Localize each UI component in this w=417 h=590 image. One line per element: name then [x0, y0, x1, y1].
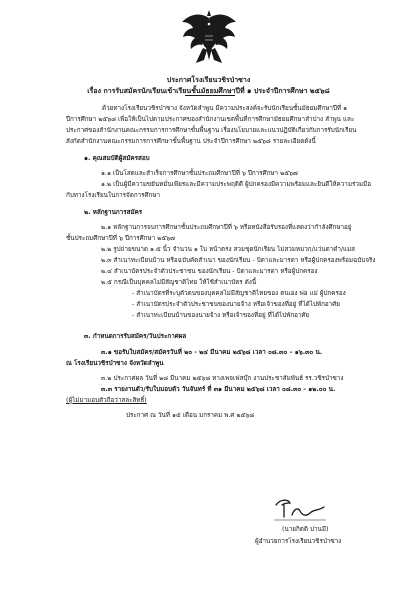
intro-line: ปีการศึกษา ๒๕๖๘ เพื่อให้เป็นไปตามประกาศของสำนักงานเขตพื้นที่การศึกษามัธยมศึกษาลำปาง ลำพูน และ — [66, 116, 355, 123]
garuda-emblem-icon — [178, 8, 240, 66]
section-1-item: ๑.๒ เป็นผู้มีความขยันหมั่นเพียรและมีความประพฤติดี ผู้ปกครองมีความพร้อมและยินดีให้ความร่วมมือ — [101, 181, 371, 188]
signature-icon — [270, 495, 330, 523]
intro-line: สังกัดสำนักงานคณะกรรมการการศึกษาขั้นพื้นฐาน ประจำปีการศึกษา ๒๕๖๘ รายละเอียดดังนี้ — [66, 138, 316, 145]
section-1-item: กับทางโรงเรียนในการจัดการศึกษา — [66, 192, 161, 199]
section-2-subitem: - สำเนาทะเบียนบ้านของนายจ้าง หรือเจ้าของที่อยู่ ที่ได้ไปพักอาศัย — [132, 312, 310, 319]
section-3-heading: ๓. กำหนดการรับสมัคร/วันประกาศผล — [84, 333, 187, 340]
section-2-item: ๒.๔ สำเนาบัตรประจำตัวประชาชน ของนักเรียน - บิดาและมารดา หรือผู้ปกครอง — [101, 268, 318, 275]
section-2-item: ชั้นประถมศึกษาปีที่ ๖ ปีการศึกษา ๒๕๖๗ — [66, 235, 175, 242]
section-2-item: ๒.๑ หลักฐานการจบการศึกษาชั้นประถมศึกษาปีที่ ๖ หรือหนังสือรับรองที่แสดงว่ากำลังศึกษาอยู่ — [101, 224, 352, 231]
section-3-item: ณ โรงเรียนวชิรป่าซาง จังหวัดลำพูน — [66, 360, 164, 367]
section-3-item: ๓.๒ ประกาศผล วันที่ ๒๘ มีนาคม ๒๕๖๘ ทางเพจเฟสบุ๊ก งานประชาสัมพันธ์ รร.วชิรป่าซาง — [101, 375, 344, 382]
section-1-heading: ๑. คุณสมบัติผู้สมัครสอบ — [84, 155, 150, 162]
title-divider — [185, 95, 235, 96]
section-3-item: ๓.๓ รายงานตัว/รับใบมอบตัว วันจันทร์ ที่ ๓๑ มีนาคม ๒๕๖๘ เวลา ๐๘.๓๐ - ๑๒.๐๐ น. — [101, 386, 336, 393]
section-2-subitem: - สำเนาบัตรประจำตัวประชาชนของนายจ้าง หรือเจ้าของที่อยู่ ที่ได้ไปพักอาศัย — [132, 301, 340, 308]
section-2-item: ๒.๓ สำเนาทะเบียนบ้าน หรือฉบับคัดสำเนา ของนักเรียน - บิดาและมารดา หรือผู้ปกครองพร้อมฉบับจริง — [101, 257, 376, 264]
section-2-item: ๒.๒ รูปถ่ายขนาด ๑.๕ นิ้ว จำนวน ๑ ใบ หน้าตรง สวมชุดนักเรียน ไม่สวมหมวก/แว่นตาดำ/แมส — [101, 246, 356, 253]
intro-line: ประกาศของสำนักงานคณะกรรมการการศึกษาขั้นพื้นฐาน เรื่องนโยบายและแนวปฏิบัติเกี่ยวกับการรับนักเรียน — [66, 127, 357, 134]
section-1-item: ๑.๑ เป็นโสดและสำเร็จการศึกษาชั้นประถมศึกษาปีที่ ๖ ปีการศึกษา ๒๕๖๗ — [101, 170, 298, 177]
announcement-date: ประกาศ ณ วันที่ ๑๕ เดือน มกราคม พ.ศ ๒๕๖๘ — [126, 412, 255, 419]
section-3-note: (ผู้ไม่มามอบตัวถือว่าสละสิทธิ์) — [66, 397, 147, 404]
announcement-title: ประกาศโรงเรียนวชิรป่าซาง — [166, 76, 251, 84]
section-3-item: ๓.๑ ขอรับใบสมัคร/สมัครวันที่ ๒๐ - ๒๔ มีนาคม ๒๕๖๘ เวลา ๐๘.๓๐ – ๑๖.๓๐ น. — [101, 349, 323, 356]
signer-position: ผู้อำนวยการโรงเรียนวชิรป่าซาง — [255, 538, 342, 545]
section-2-subitem: - สำเนาบัตรที่ระบุตัวตนของบุคคลไม่มีสัญชาติไทยของ ตนเอง พ่อ แม่ ผู้ปกครอง — [132, 290, 346, 297]
signer-name: (นายกิตติ ปานมี) — [282, 526, 329, 533]
section-2-heading: ๒. หลักฐานการสมัคร — [84, 209, 143, 216]
announcement-subject: เรื่อง การรับสมัครนักเรียนเข้าเรียนชั้นมัธยมศึกษาปีที่ ๑ ประจำปีการศึกษา ๒๕๖๘ — [87, 87, 330, 95]
section-2-item: ๒.๕ กรณีเป็นบุคคลไม่มีสัญชาติไทย ให้ใช้สำเนาบัตร ดังนี้ — [101, 279, 257, 286]
intro-line: ด้วยทางโรงเรียนวชิรป่าซาง จังหวัดลำพูน มีความประสงค์จะรับนักเรียนชั้นมัธยมศึกษาปีที่ ๑ — [102, 105, 348, 112]
